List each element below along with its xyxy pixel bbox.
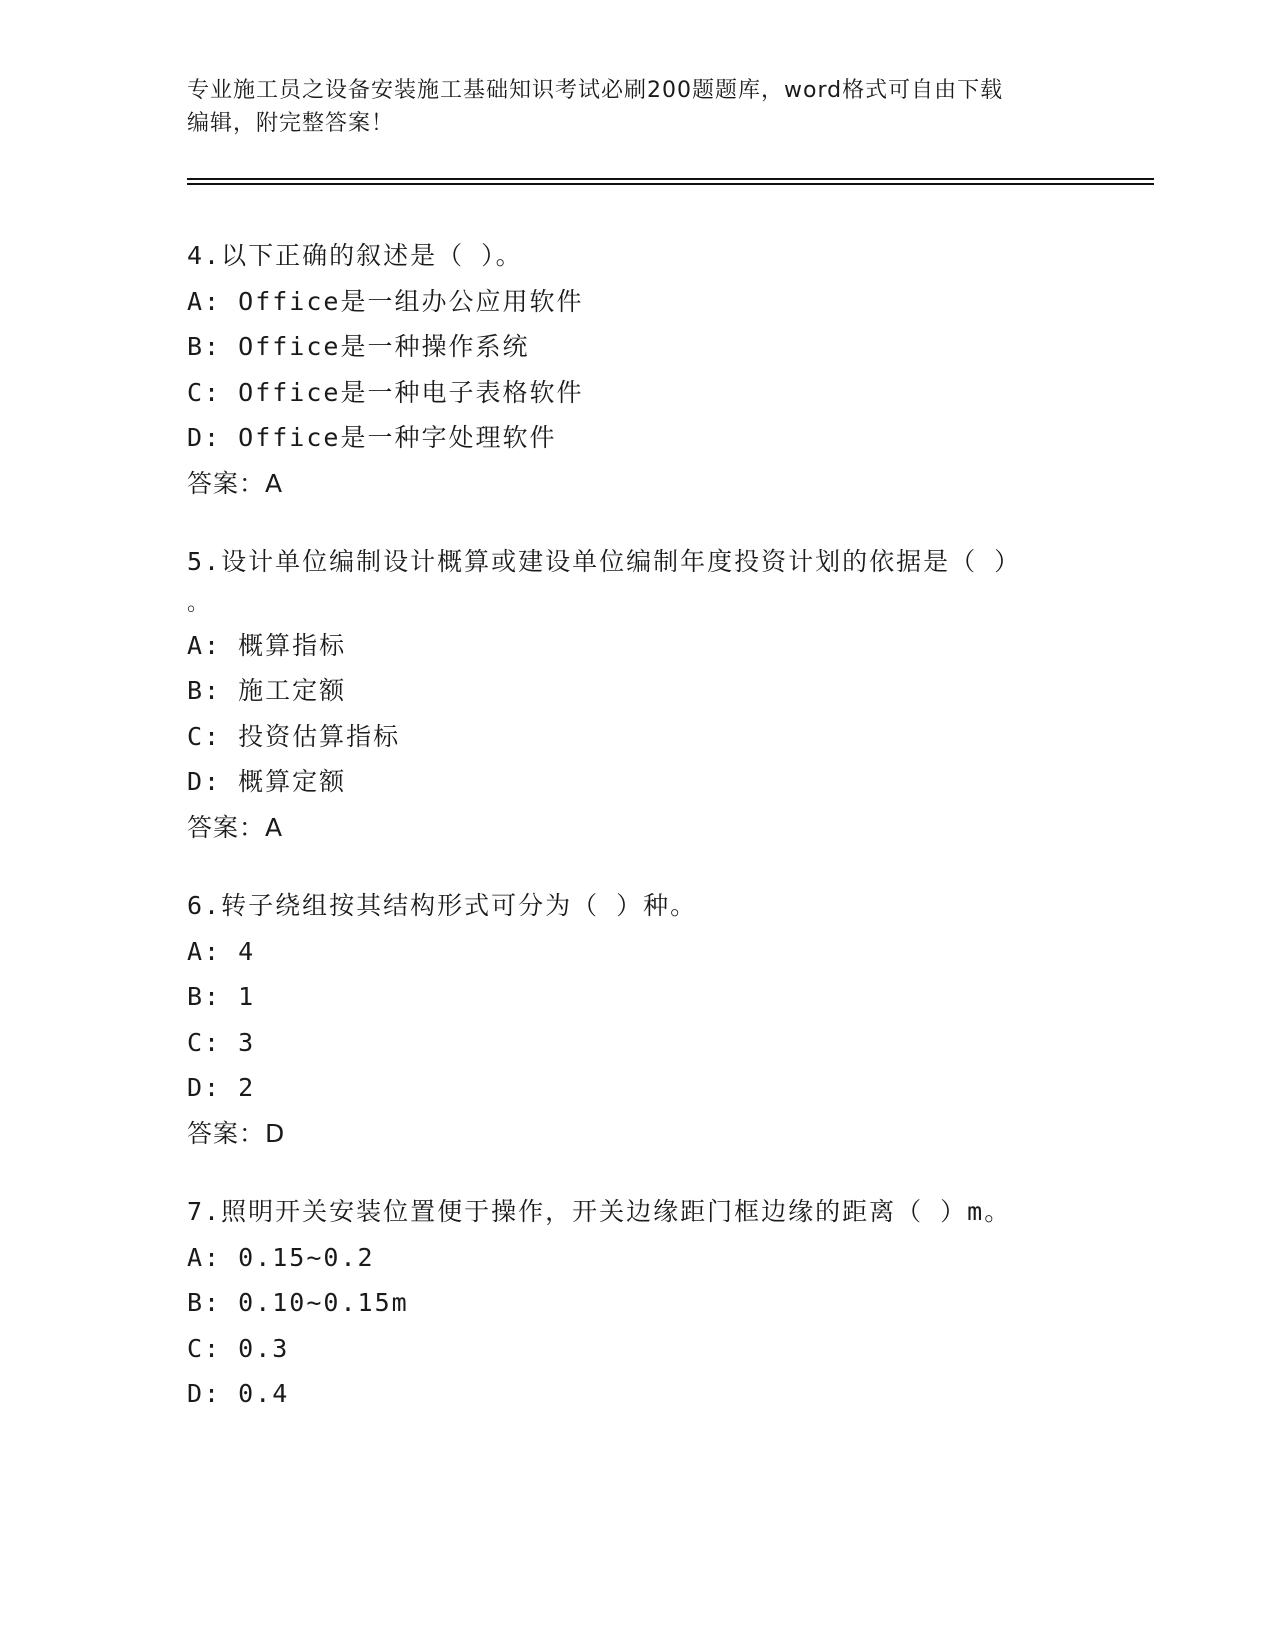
question-stem: 4.以下正确的叙述是（ ）。: [187, 241, 523, 270]
option-c: C: Office是一种电子表格软件: [187, 377, 584, 407]
option-a: A: Office是一组办公应用软件: [187, 286, 584, 316]
question-stem: 6.转子绕组按其结构形式可分为（ ）种。: [187, 891, 698, 920]
header-divider-top: [187, 178, 1154, 180]
document-header: [187, 74, 1087, 140]
header-divider-bottom: [187, 183, 1154, 185]
option-d: D: 概算定额: [187, 767, 347, 796]
question-list: [187, 233, 1087, 1450]
answer-line: 答案：A: [187, 812, 284, 842]
answer-line: 答案：A: [187, 468, 284, 498]
option-c: C: 投资估算指标: [187, 721, 401, 751]
question-5: [187, 539, 1087, 850]
question-stem: 5.设计单位编制设计概算或建设单位编制年度投资计划的依据是（ ）: [187, 547, 1022, 576]
question-4: [187, 233, 1087, 506]
header-title-line-2: 编辑，附完整答案！: [187, 111, 395, 136]
answer-line: 答案：D: [187, 1118, 286, 1148]
option-c: C: 0.3: [187, 1333, 290, 1363]
question-stem-continuation: 。: [187, 590, 212, 616]
option-c: C: 3: [187, 1027, 256, 1057]
option-a: A: 0.15~0.2: [187, 1242, 375, 1272]
question-7: [187, 1189, 1087, 1417]
question-6: [187, 883, 1087, 1156]
option-d: D: Office是一种字处理软件: [187, 423, 557, 452]
option-a: A: 概算指标: [187, 630, 347, 660]
option-d: D: 0.4: [187, 1379, 290, 1408]
option-b: B: 施工定额: [187, 676, 347, 705]
option-a: A: 4: [187, 936, 256, 966]
header-title-line-1: 专业施工员之设备安装施工基础知识考试必刷200题题库，word格式可自由下载: [187, 78, 1004, 103]
option-b: B: 0.10~0.15m: [187, 1288, 409, 1317]
option-b: B: Office是一种操作系统: [187, 332, 530, 361]
question-stem: 7.照明开关安装位置便于操作，开关边缘距门框边缘的距离（ ）m。: [187, 1197, 1012, 1226]
option-d: D: 2: [187, 1073, 256, 1102]
option-b: B: 1: [187, 982, 256, 1011]
